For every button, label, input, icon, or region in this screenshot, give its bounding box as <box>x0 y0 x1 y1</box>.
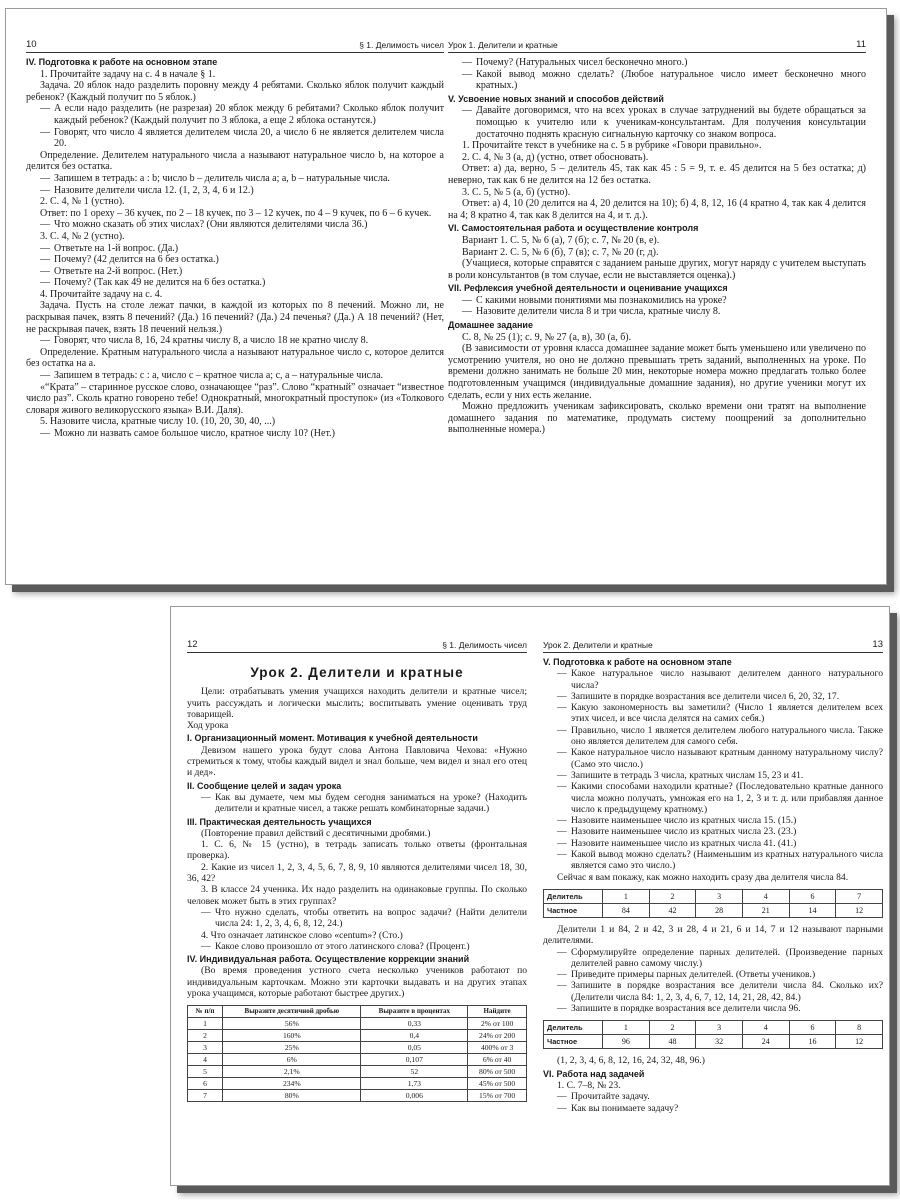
table-cell: 16 <box>789 1035 836 1049</box>
table-cell: 56% <box>223 1018 361 1030</box>
paragraph: (1, 2, 3, 4, 6, 8, 12, 16, 24, 32, 48, 96.) <box>557 1055 705 1067</box>
paragraph: Задача. 20 яблок надо разделить поровну между 4 ребятами. Сколько яблок получит каждый ребенок? (Каждый получит по 5 яблок.) <box>26 80 444 103</box>
dash-item: — Запишем в тетрадь: a : b; число b – делитель числа a; a, b – натуральные числа. <box>26 173 444 185</box>
table-cell: 0,006 <box>361 1090 468 1102</box>
table-header-cell: Выразите десятичной дробью <box>223 1006 361 1018</box>
paragraph: Сейчас я вам покажу, как можно находить сразу два делителя числа 84. <box>557 871 849 883</box>
table-header-cell: Выразите в процентах <box>361 1006 468 1018</box>
dash-item: — Назовите наименьшее число из кратных числа 15. (15.) <box>543 815 883 826</box>
dash-item: — Какими способами находили кратные? (Последовательно кратные данного числа можно получать, умножая его на 1, 2, 3 и т. д. или прибавляя данное число к предыдущему кратному.) <box>543 781 883 815</box>
section-heading: V. Усвоение новых знаний и способов действий <box>448 93 664 104</box>
row-label: Делитель <box>544 1021 603 1035</box>
table-cell: 0,4 <box>361 1030 468 1042</box>
row-label: Частное <box>544 903 603 917</box>
paragraph: 3. В классе 24 ученика. Их надо разделить на одинаковые группы. По сколько человек может быть в этих группах? <box>187 884 527 907</box>
table-row <box>188 1018 527 1030</box>
table-cell: 4 <box>188 1054 223 1066</box>
table-cell: 1 <box>603 889 650 903</box>
table-cell: 28 <box>696 903 743 917</box>
table-row <box>188 1030 527 1042</box>
table-cell: 1,73 <box>361 1078 468 1090</box>
dash-item: — Запишите в порядке возрастания все делители числа 84. Сколько их? (Делители числа 84: 1, 2, 3, 4, 6, 7, 12, 14, 21, 28, 42, 84.) <box>543 980 883 1003</box>
percent-exercise-table <box>187 1005 527 1102</box>
table-cell: 14 <box>789 903 836 917</box>
page-text <box>543 657 883 1114</box>
row-label: Делитель <box>544 889 603 903</box>
dash-item: — Назовите делители числа 12. (1, 2, 3, 4, 6 и 12.) <box>26 185 444 197</box>
dash-item: — Как вы понимаете задачу? <box>543 1103 883 1114</box>
section-heading: VII. Рефлексия учебной деятельности и оценивание учащихся <box>448 283 728 294</box>
dash-item: — Назовите делители числа 8 и три числа, кратные числу 8. <box>448 306 866 318</box>
paragraph: Вариант 1. С. 5, № 6 (а), 7 (б); с. 7, № 20 (в, е). <box>462 234 660 246</box>
table-cell: 3 <box>696 889 743 903</box>
paragraph: (Повторение правил действий с десятичными дробями.) <box>201 827 431 839</box>
table-cell: 6 <box>188 1078 223 1090</box>
paragraph: 2. Какие из чисел 1, 2, 3, 4, 5, 6, 7, 8, 9, 10 являются делителями чисел 18, 30, 36, 42? <box>187 861 527 885</box>
paragraph: 4. Прочитайте задачу на с. 4. <box>40 288 163 300</box>
dash-item: — Давайте договоримся, что на всех уроках в случае затруднений вы будете обращаться за помощью к учителю или к ученикам-консультантам. Для получения консультации достаточно поднять красную сигнальную карточку со знаком вопроса. <box>448 105 866 140</box>
section-heading: Домашнее задание <box>448 320 533 331</box>
paragraph: 3. С. 5, № 5 (а, б) (устно). <box>462 186 571 198</box>
paragraph: 3. С. 4, № 2 (устно). <box>40 230 125 242</box>
table-cell: 7 <box>836 889 883 903</box>
paragraph: Определение. Кратным натурального числа a называют натуральное число c, которое делится без остатка на a. <box>26 346 444 370</box>
page-13 <box>543 607 883 1185</box>
table-cell: 21 <box>742 903 789 917</box>
table-header-cell: Найдите <box>468 1006 527 1018</box>
table-cell: 84 <box>603 903 650 917</box>
table-row <box>544 889 883 903</box>
table-cell: 42 <box>649 903 696 917</box>
dash-item: — Приведите примеры парных делителей. (Ответы учеников.) <box>543 969 883 980</box>
section-heading: III. Практическая деятельность учащихся <box>187 816 372 827</box>
page-10 <box>26 9 444 584</box>
table-cell: 2 <box>649 889 696 903</box>
dash-item: — Какое слово произошло от этого латинского слова? (Процент.) <box>187 941 527 952</box>
dash-item: — Ответьте на 2-й вопрос. (Нет.) <box>26 266 444 278</box>
paragraph: Можно предложить ученикам зафиксировать, сколько времени они тратят на выполнение домашнего задания по математике, продумать систему поощрений за дополнительно выполненные номера.) <box>448 401 866 436</box>
running-title: § 1. Делимость чисел <box>359 40 444 50</box>
table-cell: 6% от 40 <box>468 1054 527 1066</box>
paragraph: 1. С. 6, № 15 (устно), в тетрадь записать только ответы (фронтальная проверка). <box>187 839 527 862</box>
table-cell: 5 <box>188 1066 223 1078</box>
page-12 <box>187 607 527 1185</box>
table-cell: 7 <box>188 1090 223 1102</box>
page-header <box>187 637 527 653</box>
page-number: 11 <box>856 39 866 50</box>
table-cell: 2% от 100 <box>468 1018 527 1030</box>
dash-item: — Говорят, что числа 8, 16, 24 кратны числу 8, а число 18 не кратно числу 8. <box>26 335 444 347</box>
dash-item: — Ответьте на 1-й вопрос. (Да.) <box>26 243 444 255</box>
table-cell: 24% от 200 <box>468 1030 527 1042</box>
book-spread-pages-12-13 <box>170 606 890 1186</box>
dash-item: — Запишите в порядке возрастания все делители чисел 6, 20, 32, 17. <box>543 691 883 702</box>
table-cell: 0,33 <box>361 1018 468 1030</box>
section-heading: VI. Самостоятельная работа и осуществление контроля <box>448 223 699 234</box>
dash-item: — Запишем в тетрадь: c : a, число c – кратное числа a; c, a – натуральные числа. <box>26 370 444 382</box>
dash-item: — Что можно сказать об этих числах? (Они являются делителями числа 36.) <box>26 219 444 231</box>
dash-item: — Запишите в тетрадь 3 числа, кратных числам 15, 23 и 41. <box>543 770 883 781</box>
paragraph: Цели: отрабатывать умения учащихся находить делители и кратные чисел; учить рассуждать и логически мыслить; воспитывать умение оценивать труд товарищей. <box>187 686 527 720</box>
table-cell: 400% от 3 <box>468 1042 527 1054</box>
dash-item: — Сформулируйте определение парных делителей. (Произведение парных делителей равно самому числу.) <box>543 947 883 970</box>
table-cell: 3 <box>696 1021 743 1035</box>
lesson-title: Урок 2. Делители и кратные <box>250 665 464 680</box>
paragraph: 1. С. 7–8, № 23. <box>557 1079 621 1091</box>
table-row <box>188 1054 527 1066</box>
table-cell: 80% <box>223 1090 361 1102</box>
table-cell: 2 <box>188 1030 223 1042</box>
dash-item: — Какую закономерность вы заметили? (Число 1 является делителем всех этих чисел, и все числа делятся на самих себя.) <box>543 702 883 725</box>
table-cell: 160% <box>223 1030 361 1042</box>
table-cell: 6 <box>789 1021 836 1035</box>
dash-item: — Почему? (Так как 49 не делится на 6 без остатка.) <box>26 277 444 289</box>
table-cell: 1 <box>188 1018 223 1030</box>
dash-item: — А если надо разделить (не разрезая) 20 яблок между 6 ребятами? Сколько яблок получит каждый ребенок? (Каждый получит по 3 яблока, а еще 2 яблока останутся.) <box>26 103 444 126</box>
paragraph: Определение. Делителем натурального числа a называют натуральное число b, на которое a делится без остатка. <box>26 149 444 173</box>
section-heading: IV. Подготовка к работе на основном этапе <box>26 57 218 67</box>
paragraph: 2. С. 4, № 3 (а, д) (устно, ответ обосновать). <box>462 151 649 163</box>
section-heading: II. Сообщение целей и задач урока <box>187 780 342 791</box>
table-cell: 8 <box>836 1021 883 1035</box>
page-number: 13 <box>872 639 883 650</box>
table-row <box>188 1090 527 1102</box>
paragraph: С. 8, № 25 (1); с. 9, № 27 (а, в), 30 (а, б). <box>462 331 632 343</box>
table-cell: 32 <box>696 1035 743 1049</box>
table-row <box>544 903 883 917</box>
paragraph: Девизом нашего урока будут слова Антона Павловича Чехова: «Нужно стремиться к тому, чтобы каждый видел и знал больше, чем видел и знал его отец и дед». <box>187 744 527 779</box>
table-cell: 4 <box>742 889 789 903</box>
table-cell: 24 <box>742 1035 789 1049</box>
page-number: 12 <box>187 639 198 650</box>
table-body <box>188 1018 527 1102</box>
section-subtitle: Ход урока <box>187 720 229 732</box>
table-cell: 2 <box>649 1021 696 1035</box>
section-heading: V. Подготовка к работе на основном этапе <box>543 657 732 667</box>
page-text <box>26 57 444 440</box>
dash-item: — Какое натуральное число называют делителем данного натурального числа? <box>543 668 883 691</box>
dash-item: — Почему? (Натуральных чисел бесконечно много.) <box>448 57 866 69</box>
dash-item: — Можно ли назвать самое большое число, кратное числу 10? (Нет.) <box>26 428 444 440</box>
table-cell: 15% от 700 <box>468 1090 527 1102</box>
dash-item: — Назовите наименьшее число из кратных числа 23. (23.) <box>543 826 883 837</box>
paragraph: «“Крата” – старинное русское слово, означающее “раз”. Слово “кратный” означает “известное число раз”. Сколь кратно говорено тебе! Однократный, многократный проступок» (из «Толкового словаря живого великорусского языка» В.И. Даля). <box>26 381 444 416</box>
paragraph: Ответ: а) 4, 10 (20 делится на 4, 20 делится на 10); б) 4, 8, 12, 16 (4 кратно 4, так как 4 делится на 4; 8 кратно 4, так как 8 делится на 4, и т. д.). <box>448 198 866 221</box>
paragraph: 1. Прочитайте текст в учебнике на с. 5 в рубрике «Говори правильно». <box>462 140 762 152</box>
table-cell: 48 <box>649 1035 696 1049</box>
table-cell: 6 <box>789 889 836 903</box>
dash-item: — Какое натуральное число называют кратным данному натуральному числу? (Само это число.) <box>543 747 883 770</box>
paragraph: (Во время проведения устного счета несколько учеников работают по индивидуальным карточкам. Можно эти карточки выдавать и на других этапах урока учащимся, которые работают быстрее других.) <box>187 965 527 1000</box>
paired-divisors-text <box>543 924 883 1014</box>
dash-item: — Запишите в порядке возрастания все делители числа 96. <box>543 1003 883 1014</box>
table-row <box>544 1035 883 1049</box>
table-cell: 1 <box>603 1021 650 1035</box>
page-text <box>448 57 866 436</box>
running-title: Урок 1. Делители и кратные <box>448 40 558 50</box>
paragraph: (Учащиеся, которые справятся с заданием раньше других, могут наряду с учителем выступать в роли консультантов (в том случае, если не выставляется оценка).) <box>448 258 866 281</box>
table-cell: 0,107 <box>361 1054 468 1066</box>
section-heading: IV. Индивидуальная работа. Осуществление коррекции знаний <box>187 954 470 965</box>
table-row <box>188 1042 527 1054</box>
table-cell: 25% <box>223 1042 361 1054</box>
paragraph: Ответ: по 1 ореху – 36 кучек, по 2 – 18 кучек, по 3 – 12 кучек, по 4 – 9 кучек, по 6 – 6 кучек. <box>40 207 432 219</box>
page-11 <box>448 9 866 584</box>
table-row <box>544 1021 883 1035</box>
page-header <box>26 37 444 53</box>
table-cell: 12 <box>836 1035 883 1049</box>
dash-item: — Правильно, число 1 является делителем любого натурального числа. Также оно является делителем для самого себя. <box>543 725 883 748</box>
section-heading: I. Организационный момент. Мотивация к учебной деятельности <box>187 733 478 744</box>
paragraph: 5. Назовите числа, кратные числу 10. (10, 20, 30, 40, ...) <box>40 416 276 428</box>
paragraph: (В зависимости от уровня класса домашнее задание может быть уменьшено или увеличено по усмотрению учителя, но оно не должно превышать треть заданий, выполненных на уроке. По времени должно занимать не больше 20 мин, некоторые номера можно предлагать только более подготовленным учащимся (индивидуальные домашние задания), но другие ученики могут их сделать, если у них есть желание. <box>448 343 866 401</box>
table-cell: 80% от 500 <box>468 1066 527 1078</box>
dash-item: — Как вы думаете, чем мы будем сегодня заниматься на уроке? (Находить делители и кратные чисел, а также решать комбинаторные задачи.) <box>187 792 527 815</box>
table-cell: 6% <box>223 1054 361 1066</box>
dash-item: — Почему? (42 делится на 6 без остатка.) <box>26 254 444 266</box>
divisors-84-table <box>543 889 883 918</box>
section-heading: VI. Работа над задачей <box>543 1068 645 1079</box>
paragraph: Вариант 2. С. 5, № 6 (б), 7 (в); с. 7, № 20 (г, д). <box>462 246 659 258</box>
paragraph: 4. Что означает латинское слово «centum»? (Сто.) <box>201 929 403 941</box>
running-title: § 1. Делимость чисел <box>442 640 527 650</box>
paragraph: 1. Прочитайте задачу на с. 4 в начале § 1. <box>40 68 216 80</box>
table-cell: 96 <box>603 1035 650 1049</box>
dash-item: — Что нужно сделать, чтобы ответить на вопрос задачи? (Найти делители числа 24: 1, 2, 3, 4, 6, 8, 12, 24.) <box>187 907 527 930</box>
table-cell: 45% от 500 <box>468 1078 527 1090</box>
table-cell: 234% <box>223 1078 361 1090</box>
divisors-96-table <box>543 1020 883 1049</box>
table-cell: 3 <box>188 1042 223 1054</box>
book-spread-pages-10-11 <box>5 8 887 585</box>
dash-item: — Говорят, что число 4 является делителем числа 20, а число 6 не является делителем числа 20. <box>26 127 444 150</box>
table-header-row <box>188 1006 527 1018</box>
dash-item: — С какими новыми понятиями мы познакомились на уроке? <box>448 295 866 307</box>
page-header <box>448 37 866 53</box>
table-cell: 2,1% <box>223 1066 361 1078</box>
row-label: Частное <box>544 1035 603 1049</box>
table-row <box>188 1066 527 1078</box>
dash-item: — Какой вывод можно сделать? (Наименьшим из кратных натурального числа является само это число.) <box>543 849 883 872</box>
dash-item: — Прочитайте задачу. <box>543 1091 883 1102</box>
table-row <box>188 1078 527 1090</box>
page-text <box>187 667 527 1102</box>
running-title: Урок 2. Делители и кратные <box>543 640 653 650</box>
lesson-body <box>187 686 527 999</box>
page-header <box>543 637 883 653</box>
dash-item: — Какой вывод можно сделать? (Любое натуральное число имеет бесконечно много кратных.) <box>448 69 866 92</box>
page-number: 10 <box>26 39 37 50</box>
paragraph: 2. С. 4, № 1 (устно). <box>40 196 125 208</box>
table-cell: 52 <box>361 1066 468 1078</box>
section-vi-text <box>543 1055 883 1113</box>
paragraph: Ответ: а) да, верно, 5 – делитель 45, так как 45 : 5 = 9, т. е. 45 делится на 5 без остатка; д) неверно, так как 6 не делится на 12 без остатка. <box>448 163 866 186</box>
table-cell: 4 <box>742 1021 789 1035</box>
dash-item: — Назовите наименьшее число из кратных числа 41. (41.) <box>543 838 883 849</box>
table-header-cell: № п/п <box>188 1006 223 1018</box>
section-v-text <box>543 657 883 883</box>
paragraph: Задача. Пусть на столе лежат пачки, в каждой из которых по 8 печений. Можно ли, не раскрывая пачек, взять 8 печений? (Да.) 16 печений? (Да.) 24 печенья? (Да.) А 18 печений? (Нет, не раскрывая пачек, взять 18 печений нельзя.) <box>26 300 444 335</box>
table-cell: 12 <box>836 903 883 917</box>
table-cell: 0,05 <box>361 1042 468 1054</box>
paragraph: Делители 1 и 84, 2 и 42, 3 и 28, 4 и 21, 6 и 14, 7 и 12 называют парными делителями. <box>543 923 883 947</box>
